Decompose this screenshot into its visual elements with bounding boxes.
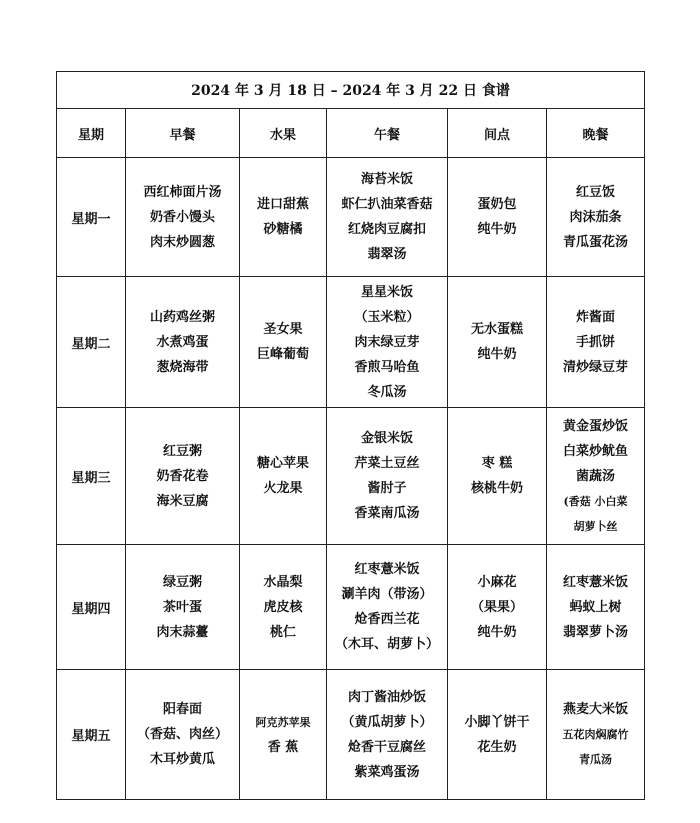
menu-item: 虾仁扒油菜香菇: [341, 197, 433, 212]
dinner-cell: [547, 670, 645, 800]
header-dinner: 晚餐: [547, 109, 645, 158]
menu-item: 红枣薏米饭: [563, 574, 629, 590]
menu-item: 纯牛奶: [477, 347, 517, 362]
snack-cell: [448, 158, 547, 277]
menu-item: 糖心苹果: [256, 456, 309, 471]
menu-title: 2024 年 3 月 18 日 – 2024 年 3 月 22 日 食谱: [57, 72, 645, 109]
header-snack: 间点: [448, 109, 547, 158]
menu-item: 红枣薏米饭: [354, 562, 420, 577]
menu-item: 火龙果: [263, 481, 303, 496]
menu-item: 花生奶: [477, 739, 517, 755]
lunch-cell: [327, 408, 448, 545]
menu-item: 冬瓜汤: [367, 384, 407, 400]
fruit-cell: [240, 158, 327, 277]
menu-item: 胡萝卜丝: [573, 519, 618, 533]
day-cell: 星期四: [57, 545, 126, 670]
header-day: 星期: [57, 109, 126, 158]
menu-table: [56, 71, 645, 800]
snack-cell: [448, 670, 547, 800]
menu-item: 阳春面: [162, 702, 202, 717]
breakfast-cell: [126, 408, 240, 545]
menu-item: 紫菜鸡蛋汤: [354, 764, 420, 780]
header-lunch: 午餐: [327, 109, 448, 158]
dinner-cell: [547, 158, 645, 277]
menu-item: （黄瓜胡萝卜）: [341, 714, 433, 730]
fruit-cell: [240, 670, 327, 800]
menu-item: 肉末蒜薹: [156, 624, 209, 640]
menu-item: （果果）: [470, 599, 523, 615]
menu-item: 金银米饭: [360, 431, 413, 446]
menu-item: 芹菜土豆丝: [354, 456, 420, 471]
menu-item: (香菇 小白菜: [563, 494, 628, 508]
menu-item: （木耳、胡萝卜）: [334, 637, 439, 652]
fruit-cell: [240, 545, 327, 670]
menu-item: 桃仁: [269, 624, 296, 640]
table-row: [57, 670, 645, 800]
breakfast-cell: [126, 545, 240, 670]
menu-item: 翡翠汤: [367, 247, 407, 262]
table-row: [57, 158, 645, 277]
menu-item: 香煎马哈鱼: [354, 359, 420, 375]
menu-item: 黄金蛋炒饭: [563, 418, 629, 434]
menu-item: 西红柿面片汤: [143, 184, 222, 200]
menu-item: 枣 糕: [481, 456, 513, 471]
menu-item: 山药鸡丝粥: [149, 309, 215, 325]
menu-item: 菌蔬汤: [576, 468, 616, 484]
menu-item: 酱肘子: [367, 481, 407, 496]
menu-item: 蛋奶包: [477, 197, 517, 212]
menu-item: 燕麦大米饭: [563, 702, 629, 717]
menu-item: 小麻花: [477, 574, 517, 590]
fruit-cell: [240, 408, 327, 545]
menu-item: 涮羊肉（带汤）: [341, 587, 433, 602]
breakfast-cell: [126, 670, 240, 800]
menu-item: 肉末炒圆葱: [149, 234, 215, 250]
table-row: [57, 545, 645, 670]
lunch-cell: [327, 158, 448, 277]
menu-item: 肉丁酱油炒饭: [347, 689, 426, 705]
breakfast-cell: [126, 277, 240, 408]
lunch-cell: [327, 277, 448, 408]
menu-item: 圣女果: [263, 322, 303, 337]
menu-item: 炸酱面: [576, 309, 616, 325]
menu-item: 手抓饼: [576, 334, 616, 350]
menu-item: 水煮鸡蛋: [156, 334, 209, 350]
menu-item: 巨峰葡萄: [256, 347, 309, 362]
menu-item: 青瓜汤: [579, 753, 613, 766]
menu-item: 绿豆粥: [162, 574, 202, 590]
menu-item: 白菜炒鱿鱼: [563, 443, 629, 459]
day-cell: 星期二: [57, 277, 126, 408]
header-breakfast: 早餐: [126, 109, 240, 158]
day-cell: 星期一: [57, 158, 126, 277]
menu-item: 星星米饭: [360, 284, 413, 300]
menu-item: 红豆粥: [162, 443, 202, 459]
menu-item: （香菇、肉丝）: [136, 727, 228, 742]
menu-item: 进口甜蕉: [256, 197, 309, 212]
table-row: [57, 408, 645, 545]
menu-item: 红烧肉豆腐扣: [347, 222, 426, 237]
lunch-cell: [327, 545, 448, 670]
menu-item: 小脚丫饼干: [464, 714, 530, 730]
menu-item: 肉末绿豆芽: [354, 334, 420, 350]
menu-item: （玉米粒）: [354, 309, 420, 325]
menu-item: 香菜南瓜汤: [354, 506, 420, 521]
menu-item: 海苔米饭: [360, 172, 413, 187]
menu-item: 青瓜蛋花汤: [563, 234, 629, 250]
menu-item: 纯牛奶: [477, 222, 517, 237]
snack-cell: [448, 545, 547, 670]
menu-item: 核桃牛奶: [470, 481, 523, 496]
dinner-cell: [547, 277, 645, 408]
menu-item: 五花肉焖腐竹: [562, 728, 629, 741]
snack-cell: [448, 408, 547, 545]
menu-item: 茶叶蛋: [162, 599, 202, 615]
fruit-cell: [240, 277, 327, 408]
menu-item: 砂糖橘: [263, 222, 303, 237]
menu-item: 无水蛋糕: [470, 322, 523, 337]
menu-item: 奶香花卷: [156, 468, 209, 484]
header-row: [57, 109, 645, 158]
breakfast-cell: [126, 158, 240, 277]
menu-item: 纯牛奶: [477, 624, 517, 640]
menu-item: 水晶梨: [263, 574, 303, 590]
dinner-cell: [547, 408, 645, 545]
snack-cell: [448, 277, 547, 408]
menu-item: 虎皮核: [263, 599, 303, 615]
menu-item: 木耳炒黄瓜: [149, 752, 215, 767]
menu-item: 海米豆腐: [156, 493, 209, 509]
dinner-cell: [547, 545, 645, 670]
menu-item: 蚂蚁上树: [569, 599, 622, 615]
menu-item: 奶香小馒头: [149, 209, 215, 225]
day-cell: 星期五: [57, 670, 126, 800]
menu-item: 炝香干豆腐丝: [347, 739, 426, 755]
lunch-cell: [327, 670, 448, 800]
table-row: [57, 277, 645, 408]
menu-item: 葱烧海带: [156, 359, 209, 375]
menu-item: 翡翠萝卜汤: [563, 624, 629, 640]
day-cell: 星期三: [57, 408, 126, 545]
menu-item: 香 蕉: [267, 739, 299, 755]
menu-item: 肉沫茄条: [569, 209, 622, 225]
menu-item: 阿克苏苹果: [255, 715, 311, 729]
menu-item: 红豆饭: [576, 184, 616, 200]
menu-item: 清炒绿豆芽: [563, 359, 629, 375]
menu-item: 炝香西兰花: [354, 612, 420, 627]
header-fruit: 水果: [240, 109, 327, 158]
